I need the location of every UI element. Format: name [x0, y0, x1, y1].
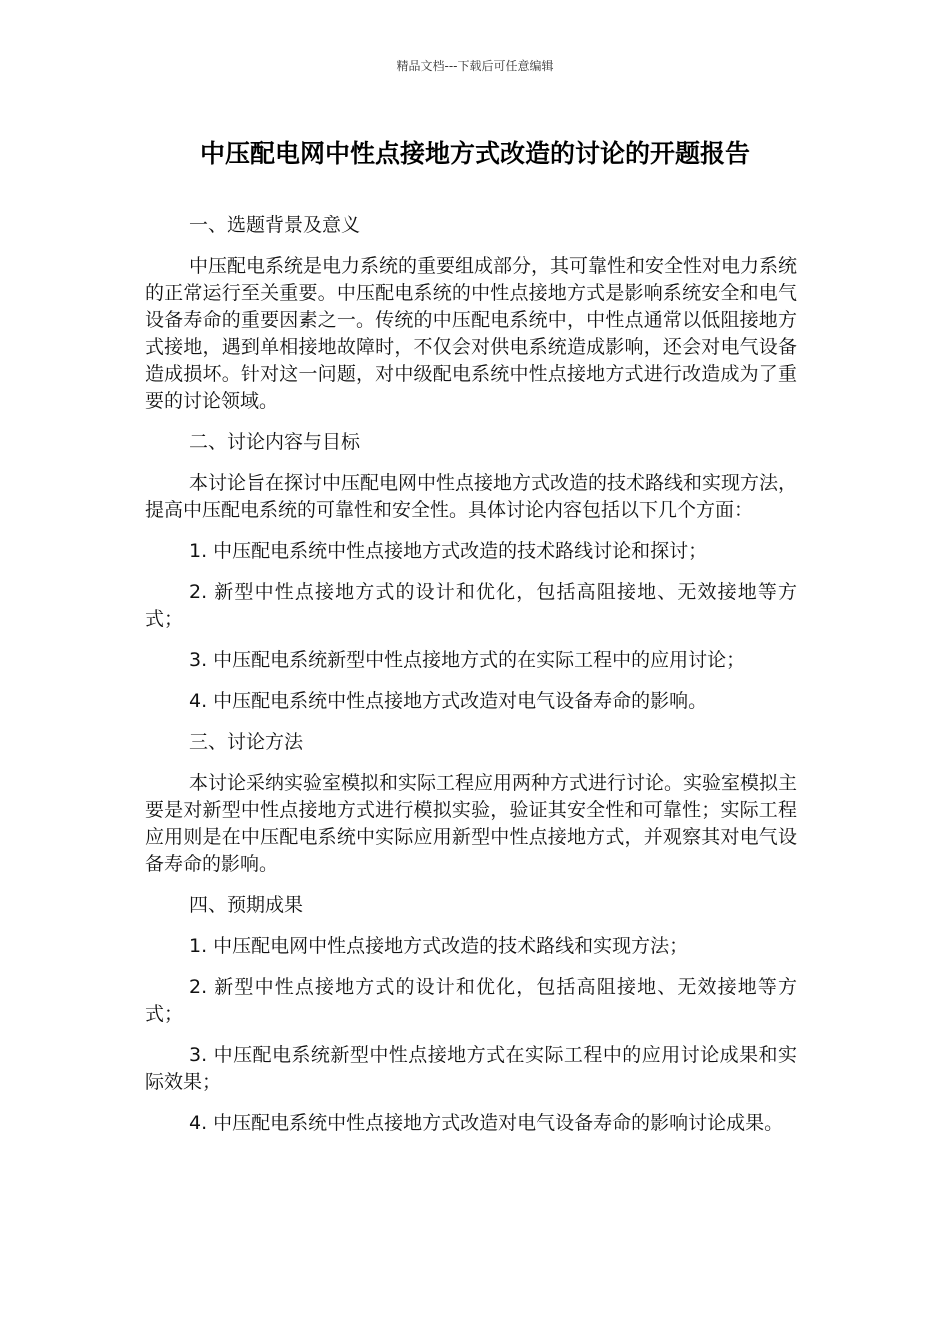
document-body	[145, 212, 797, 1151]
list-item-outcome-1: 1. 中压配电网中性点接地方式改造的技术路线和实现方法；	[189, 935, 689, 957]
header-note: 精品文档---下载后可任意编辑	[396, 59, 554, 73]
paragraph-content-intro: 本讨论旨在探讨中压配电网中性点接地方式改造的技术路线和实现方法，提高中压配电系统的可靠性和安全性。具体讨论内容包括以下几个方面：	[145, 472, 798, 521]
section-heading-method: 三、讨论方法	[189, 731, 304, 753]
list-item-outcome-2: 2. 新型中性点接地方式的设计和优化，包括高阻接地、无效接地等方式；	[145, 976, 797, 1025]
section-heading-outcomes: 四、预期成果	[189, 894, 304, 916]
paragraph-background: 中压配电系统是电力系统的重要组成部分，其可靠性和安全性对电力系统的正常运行至关重要。中压配电系统的中性点接地方式是影响系统安全和电气设备寿命的重要因素之一。传统的中压配电系统中，中性点通常以低阻接地方式接地，遇到单相接地故障时，不仅会对供电系统造成影响，还会对电气设备造成损坏。针对这一问题，对中级配电系统中性点接地方式进行改造成为了重要的讨论领域。	[145, 255, 798, 412]
list-item-outcome-4: 4. 中压配电系统中性点接地方式改造对电气设备寿命的影响讨论成果。	[189, 1112, 784, 1134]
section-heading-content-goals: 二、讨论内容与目标	[189, 431, 361, 453]
section-heading-background: 一、选题背景及意义	[189, 214, 361, 236]
document-title: 中压配电网中性点接地方式改造的讨论的开题报告	[199, 139, 750, 168]
list-item-content-3: 3. 中压配电系统新型中性点接地方式的在实际工程中的应用讨论；	[189, 649, 746, 671]
list-item-content-1: 1. 中压配电系统中性点接地方式改造的技术路线讨论和探讨；	[189, 540, 708, 562]
list-item-outcome-3: 3. 中压配电系统新型中性点接地方式在实际工程中的应用讨论成果和实际效果；	[145, 1044, 797, 1093]
paragraph-method: 本讨论采纳实验室模拟和实际工程应用两种方式进行讨论。实验室模拟主要是对新型中性点接地方式进行模拟实验，验证其安全性和可靠性；实际工程应用则是在中压配电系统中实际应用新型中性点接地方式，并观察其对电气设备寿命的影响。	[145, 772, 798, 875]
list-item-content-4: 4. 中压配电系统中性点接地方式改造对电气设备寿命的影响。	[189, 690, 708, 712]
list-item-content-2: 2. 新型中性点接地方式的设计和优化，包括高阻接地、无效接地等方式；	[145, 581, 797, 630]
